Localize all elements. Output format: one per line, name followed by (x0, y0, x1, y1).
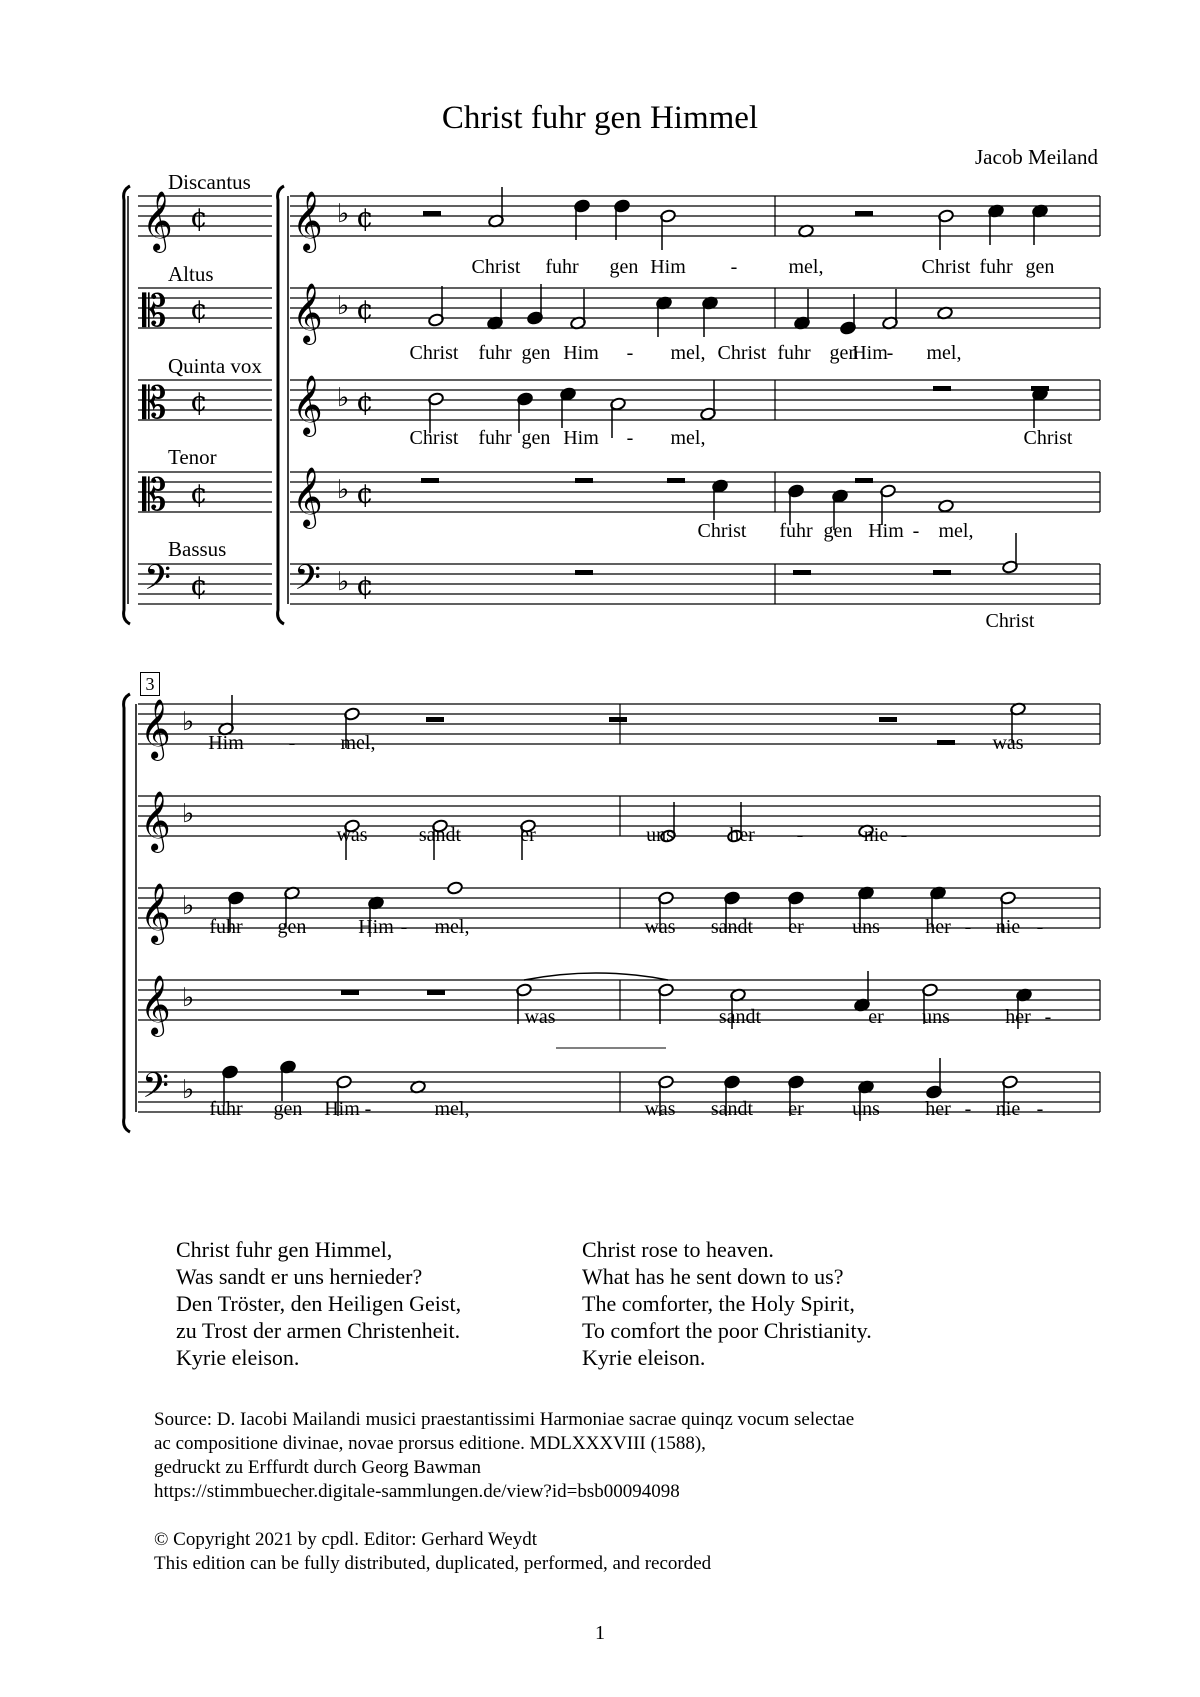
cut-time-icon: ¢ (356, 477, 374, 510)
lyric-syllable: Him (208, 732, 244, 754)
c-clef-icon: 𝄡 (142, 470, 167, 521)
rest-icon (793, 570, 811, 575)
treble-clef-icon: 𝄞 (140, 883, 171, 943)
lyric-syllable: gen (273, 1098, 303, 1120)
english-line: What has he sent down to us? (582, 1264, 844, 1289)
lyric-syllable: mel, (926, 342, 962, 364)
tie-curve (524, 973, 668, 980)
lyric-syllable: was (644, 1098, 676, 1120)
treble-clef-icon: 𝄞 (140, 791, 171, 851)
flat-key-icon: ♭ (182, 1075, 195, 1105)
source-line: Source: D. Iacobi Mailandi musici praestantissimi Harmoniae sacrae quinqz vocum selectae (154, 1409, 855, 1430)
english-line: The comforter, the Holy Spirit, (582, 1291, 855, 1316)
cut-time-icon: ¢ (190, 385, 208, 418)
lyric-syllable: - (886, 342, 894, 364)
german-line: Was sandt er uns hernieder? (176, 1264, 423, 1289)
lyric-syllable: nie (863, 824, 889, 846)
lyric-syllable: uns (852, 1098, 880, 1120)
lyric-syllable: fuhr (209, 1098, 243, 1120)
page-number: 1 (595, 1622, 605, 1644)
lyric-syllable: Him (650, 256, 686, 278)
lyric-syllable: Christ (471, 256, 521, 278)
note-icon (447, 881, 464, 895)
lyric-syllable: was (644, 916, 676, 938)
c-clef-icon: 𝄡 (142, 286, 167, 337)
source-block (154, 1408, 854, 1504)
rest-icon (426, 717, 444, 722)
system-bracket (278, 186, 284, 624)
lyric-syllable: Christ (921, 256, 971, 278)
lyric-syllable: Him (563, 427, 599, 449)
lyric-syllable: her (729, 824, 755, 846)
german-line: zu Trost der armen Christenheit. (176, 1318, 461, 1343)
voice-name-quinta-vox: Quinta vox (168, 354, 262, 378)
composer-name: Jacob Meiland (974, 145, 1098, 169)
cut-time-icon: ¢ (190, 569, 208, 602)
rest-icon (937, 740, 955, 745)
rest-icon (421, 478, 439, 483)
lyric-syllable: - (964, 916, 972, 938)
lyric-syllable: Christ (409, 427, 459, 449)
lyric-syllable: - (364, 1098, 372, 1120)
rest-icon (427, 990, 445, 995)
rest-icon (341, 990, 359, 995)
rest-icon (575, 478, 593, 483)
cut-time-icon: ¢ (190, 477, 208, 510)
lyric-syllable: er (788, 1098, 804, 1120)
lyric-syllable: was (524, 1006, 556, 1028)
lyric-syllable: - (1036, 1098, 1044, 1120)
lyric-syllable: gen (823, 520, 853, 542)
piece-title: Christ fuhr gen Himmel (441, 100, 759, 136)
flat-key-icon: ♭ (182, 891, 195, 921)
lyric-syllable: was (992, 732, 1024, 754)
english-line: Christ rose to heaven. (582, 1237, 774, 1262)
flat-key-icon: ♭ (182, 799, 195, 829)
lyric-syllable: sandt (710, 916, 754, 938)
lyric-syllable: Christ (985, 610, 1035, 632)
system-bracket (124, 186, 130, 624)
lyric-syllable: mel, (788, 256, 824, 278)
flat-key-icon: ♭ (182, 707, 195, 737)
lyric-syllable: - (400, 916, 408, 938)
bass-clef-icon: 𝄢 (142, 1065, 170, 1114)
lyric-syllable: Christ (1023, 427, 1073, 449)
lyric-syllable: fuhr (777, 342, 811, 364)
lyric-syllable: fuhr (545, 256, 579, 278)
lyric-syllable: - (796, 824, 804, 846)
english-line: To comfort the poor Christianity. (582, 1318, 872, 1343)
rest-icon (879, 717, 897, 722)
lyric-syllable: Him (868, 520, 904, 542)
flat-key-icon: ♭ (337, 199, 350, 229)
cut-time-icon: ¢ (356, 569, 374, 602)
copyright-line: © Copyright 2021 by cpdl. Editor: Gerhard Weydt (154, 1529, 537, 1550)
lyric-syllable: nie (995, 1098, 1021, 1120)
lyric-syllable: - (912, 520, 920, 542)
german-text-block (176, 1236, 461, 1371)
rest-icon (933, 570, 951, 575)
rest-icon (575, 570, 593, 575)
lyric-syllable: uns (646, 824, 674, 846)
voice-name-tenor: Tenor (168, 445, 217, 469)
lyric-syllable: her (925, 916, 951, 938)
c-clef-icon: 𝄡 (142, 378, 167, 429)
lyric-syllable: sandt (418, 824, 462, 846)
lyric-syllable: Him (852, 342, 888, 364)
rest-icon (933, 386, 951, 391)
lyric-syllable: mel, (670, 427, 706, 449)
treble-clef-icon: 𝄞 (292, 283, 323, 343)
lyric-syllable: fuhr (979, 256, 1013, 278)
lyric-syllable: Christ (409, 342, 459, 364)
copyright-block (154, 1528, 711, 1576)
bass-clef-icon: 𝄢 (144, 557, 172, 606)
lyric-syllable: uns (852, 916, 880, 938)
cut-time-icon: ¢ (356, 385, 374, 418)
cut-time-icon: ¢ (190, 293, 208, 326)
rest-icon (609, 717, 627, 722)
lyric-syllable: Him (358, 916, 394, 938)
lyric-syllable: gen (829, 342, 859, 364)
flat-key-icon: ♭ (337, 567, 350, 597)
flat-key-icon: ♭ (337, 383, 350, 413)
lyric-syllable: nie (995, 916, 1021, 938)
lyric-syllable: gen (277, 916, 307, 938)
cut-time-icon: ¢ (356, 293, 374, 326)
treble-clef-icon: 𝄞 (140, 699, 171, 759)
lyric-syllable: er (868, 1006, 884, 1028)
english-text-block (582, 1236, 872, 1371)
bass-clef-icon: 𝄢 (294, 557, 322, 606)
treble-clef-icon: 𝄞 (140, 975, 171, 1035)
lyric-syllable: gen (1025, 256, 1055, 278)
lyric-syllable: Christ (717, 342, 767, 364)
lyric-syllable: Him (563, 342, 599, 364)
voice-name-bassus: Bassus (168, 537, 227, 561)
flat-key-icon: ♭ (337, 291, 350, 321)
lyric-syllable: - (730, 256, 738, 278)
lyric-syllable: - (900, 824, 908, 846)
german-line: Kyrie eleison. (176, 1345, 300, 1370)
voice-name-altus: Altus (168, 262, 214, 286)
voice-name-discantus: Discantus (168, 170, 251, 194)
lyric-syllable: - (1044, 1006, 1052, 1028)
lyric-syllable: fuhr (478, 342, 512, 364)
cut-time-icon: ¢ (356, 201, 374, 234)
lyric-syllable: mel, (434, 916, 470, 938)
treble-clef-icon: 𝄞 (142, 191, 173, 251)
treble-clef-icon: 𝄞 (292, 191, 323, 251)
rest-icon (1031, 386, 1049, 391)
cut-time-icon: ¢ (190, 201, 208, 234)
system-bracket (124, 694, 130, 1132)
lyric-syllable: her (1005, 1006, 1031, 1028)
treble-clef-icon: 𝄞 (292, 467, 323, 527)
lyric-syllable: - (1036, 916, 1044, 938)
lyric-syllable: - (626, 342, 634, 364)
source-url: https://stimmbuecher.digitale-sammlungen.de/view?id=bsb00094098 (154, 1481, 680, 1502)
lyric-syllable: - (288, 732, 296, 754)
source-line: ac compositione divinae, novae prorsus editione. MDLXXXVIII (1588), (154, 1433, 706, 1454)
lyric-syllable: mel, (938, 520, 974, 542)
rest-icon (423, 211, 441, 216)
rest-icon (855, 211, 873, 216)
lyric-syllable: Him (324, 1098, 360, 1120)
rest-icon (855, 478, 873, 483)
lyric-syllable: fuhr (209, 916, 243, 938)
lyric-syllable: sandt (710, 1098, 754, 1120)
lyric-syllable: - (964, 1098, 972, 1120)
source-line: gedruckt zu Erffurdt durch Georg Bawman (154, 1457, 481, 1478)
measure-number: 3 (140, 672, 160, 696)
rest-icon (667, 478, 685, 483)
lyric-syllable: fuhr (478, 427, 512, 449)
lyric-syllable: - (626, 427, 634, 449)
german-line: Den Tröster, den Heiligen Geist, (176, 1291, 462, 1316)
german-line: Christ fuhr gen Himmel, (176, 1237, 393, 1262)
copyright-line: This edition can be fully distributed, duplicated, performed, and recorded (154, 1553, 712, 1574)
lyric-syllable: gen (609, 256, 639, 278)
lyric-syllable: mel, (434, 1098, 470, 1120)
lyric-syllable: her (925, 1098, 951, 1120)
lyric-syllable: er (788, 916, 804, 938)
lyric-syllable: mel, (670, 342, 706, 364)
flat-key-icon: ♭ (182, 983, 195, 1013)
lyric-syllable: Christ (697, 520, 747, 542)
lyric-syllable: mel, (340, 732, 376, 754)
lyric-syllable: er (520, 824, 536, 846)
lyric-syllable: gen (521, 427, 551, 449)
english-line: Kyrie eleison. (582, 1345, 706, 1370)
lyric-syllable: uns (922, 1006, 950, 1028)
lyric-syllable: gen (521, 342, 551, 364)
flat-key-icon: ♭ (337, 475, 350, 505)
note-icon (938, 499, 955, 513)
lyric-syllable: sandt (718, 1006, 762, 1028)
treble-clef-icon: 𝄞 (292, 375, 323, 435)
lyric-syllable: was (336, 824, 368, 846)
lyric-syllable: fuhr (779, 520, 813, 542)
